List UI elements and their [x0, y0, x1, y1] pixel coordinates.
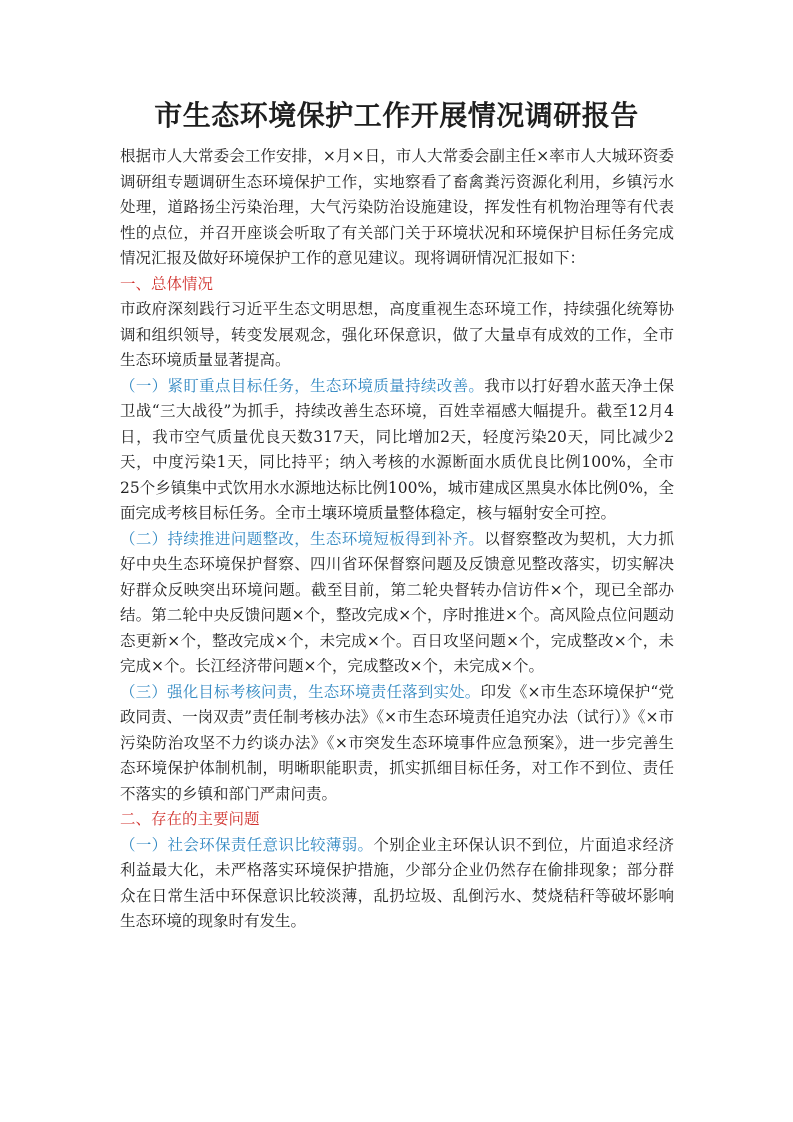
- subsection-paragraph-1: [120, 374, 674, 527]
- problem-heading-1: （一）社会环保责任意识比较薄弱。: [120, 835, 374, 854]
- subsection-paragraph-2: [120, 527, 674, 680]
- problem-paragraph-1: [120, 833, 674, 935]
- subsection-heading-1: （一）紧盯重点目标任务，生态环境质量持续改善。: [120, 376, 485, 395]
- document-body: [120, 144, 674, 935]
- section-heading-problems: 二、存在的主要问题: [120, 810, 260, 828]
- subsection-heading-2: （二）持续推进问题整改，生态环境短板得到补齐。: [120, 529, 485, 548]
- subsection-heading-3: （三）强化目标考核问责，生态环境责任落到实处。: [120, 682, 481, 701]
- subsection-body-3: 印发《×市生态环境保护“党政同责、一岗双责”责任制考核办法》《×市生态环境责任追究办法（试行）》《×市污染防治攻坚不力约谈办法》《×市突发生态环境事件应急预案》，进一步完善生态环境保护体制机制，明晰职能职责，抓实抓细目标任务，对工作不到位、责任不落实的乡镇和部门严肃问责。: [120, 682, 674, 803]
- problem-body-1: 个别企业主环保认识不到位，片面追求经济利益最大化，未严格落实环境保护措施，少部分企业仍然存在偷排现象；部分群众在日常生活中环保意识比较淡薄，乱扔垃圾、乱倒污水、焚烧秸秆等破坏影响生态环境的现象时有发生。: [120, 835, 674, 930]
- document-title: 市生态环境保护工作开展情况调研报告: [154, 99, 639, 132]
- subsection-body-1: 我市以打好碧水蓝天净土保卫战“三大战役”为抓手，持续改善生态环境，百姓幸福感大幅提升。截至12月4日，我市空气质量优良天数317天，同比增加2天，轻度污染20天，同比减少2天，中度污染1天，同比持平；纳入考核的水源断面水质优良比例100%，全市25个乡镇集中式饮用水水源地达标比例100%，城市建成区黑臭水体比例0%，全面完成考核目标任务。全市土壤环境质量整体稳定，核与辐射安全可控。: [120, 376, 674, 522]
- subsection-body-2: 以督察整改为契机，大力抓好中央生态环境保护督察、四川省环保督察问题及反馈意见整改落实，切实解决好群众反映突出环境问题。截至目前，第二轮央督转办信访件×个，现已全部办结。第二轮中央反馈问题×个，整改完成×个，序时推进×个。高风险点位问题动态更新×个，整改完成×个，未完成×个。百日攻坚问题×个，完成整改×个，未完成×个。长江经济带问题×个，完成整改×个，未完成×个。: [120, 529, 674, 675]
- section-heading-overall: 一、总体情况: [120, 274, 214, 293]
- intro-paragraph: 根据市人大常委会工作安排，×月×日，市人大常委会副主任×率市人大城环资委调研组专题调研生态环境保护工作，实地察看了畜禽粪污资源化利用，乡镇污水处理，道路扬尘污染治理，大气污染防治设施建设，挥发性有机物治理等有代表性的点位，并召开座谈会听取了有关部门关于环境状况和环境保护目标任务完成情况汇报及做好环境保护工作的意见建议。现将调研情况汇报如下：: [120, 147, 674, 267]
- section-paragraph-overall: 市政府深刻践行习近平生态文明思想，高度重视生态环境工作，持续强化统筹协调和组织领导，转变发展观念，强化环保意识，做了大量卓有成效的工作，全市生态环境质量显著提高。: [120, 300, 674, 369]
- subsection-paragraph-3: [120, 680, 674, 808]
